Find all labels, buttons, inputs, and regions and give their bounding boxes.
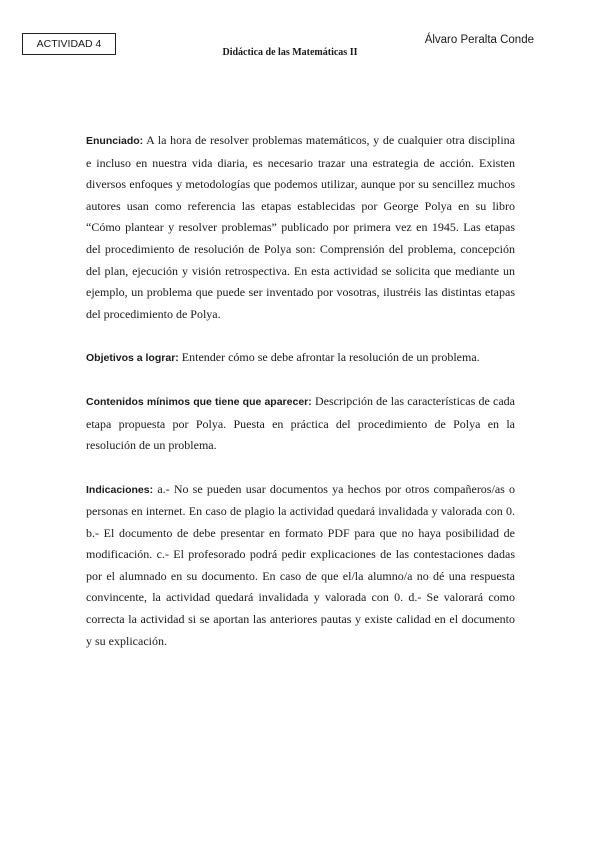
contenidos-label: Contenidos mínimos que tiene que aparecer: bbox=[86, 396, 312, 409]
enunciado-label: Enunciado: bbox=[86, 135, 144, 147]
indicaciones-label: Indicaciones: bbox=[86, 483, 154, 496]
contenidos-paragraph bbox=[86, 391, 515, 457]
enunciado-text: A la hora de resolver problemas matemáticos, y de cualquier otra disciplina e incluso en nuestra vida diaria, es necesario trazar una estrategia de acción. Existen diversos enfoques y metodologías que podemos utilizar, aunque por su sencillez muchos autores usan como referencia las etapas establecidas por George Polya en su libro “Cómo plantear y resolver problemas” publicado por primera vez en 1945. Las etapas del procedimiento de resolución de Polya son: Comprensión del problema, concepción del plan, ejecución y visión retrospectiva. En esta actividad se solicita que mediante un ejemplo, un problema que puede ser inventado por vosotras, ilustréis las distintas etapas del procedimiento de Polya. bbox=[86, 133, 516, 321]
course-title: Didáctica de las Matemáticas II bbox=[222, 47, 358, 58]
contenidos-text: Descripción de las características de cada etapa propuesta por Polya. Puesta en práctica del procedimiento de Polya en la resolución de un problema. bbox=[86, 394, 515, 453]
objetivos-label: Objetivos a lograr: bbox=[86, 351, 179, 364]
activity-label: ACTIVIDAD 4 bbox=[36, 38, 102, 50]
objetivos-paragraph bbox=[86, 347, 515, 370]
enunciado-paragraph bbox=[86, 130, 515, 325]
indicaciones-text: a.- No se pueden usar documentos ya hechos por otros compañeros/as o personas en internet. En caso de plagio la actividad quedará invalidada y valorada con 0. b.- El documento de debe presentar en formato PDF para que no haya posibilidad de modificación. c.- El profesorado podrá pedir explicaciones de las contestaciones dadas por el alumnado en su documento. En caso de que el/la alumno/a no dé una respuesta convincente, la actividad quedará invalidada y valorada con 0. d.- Se valorará como correcta la actividad si se aportan las anteriores pautas y existe calidad en el documento y su explicación. bbox=[86, 481, 516, 648]
objetivos-text: Entender cómo se debe afrontar la resolución de un problema. bbox=[181, 349, 480, 364]
document-body bbox=[86, 130, 515, 674]
indicaciones-paragraph bbox=[86, 479, 515, 653]
author-name: Álvaro Peralta Conde bbox=[424, 34, 534, 46]
